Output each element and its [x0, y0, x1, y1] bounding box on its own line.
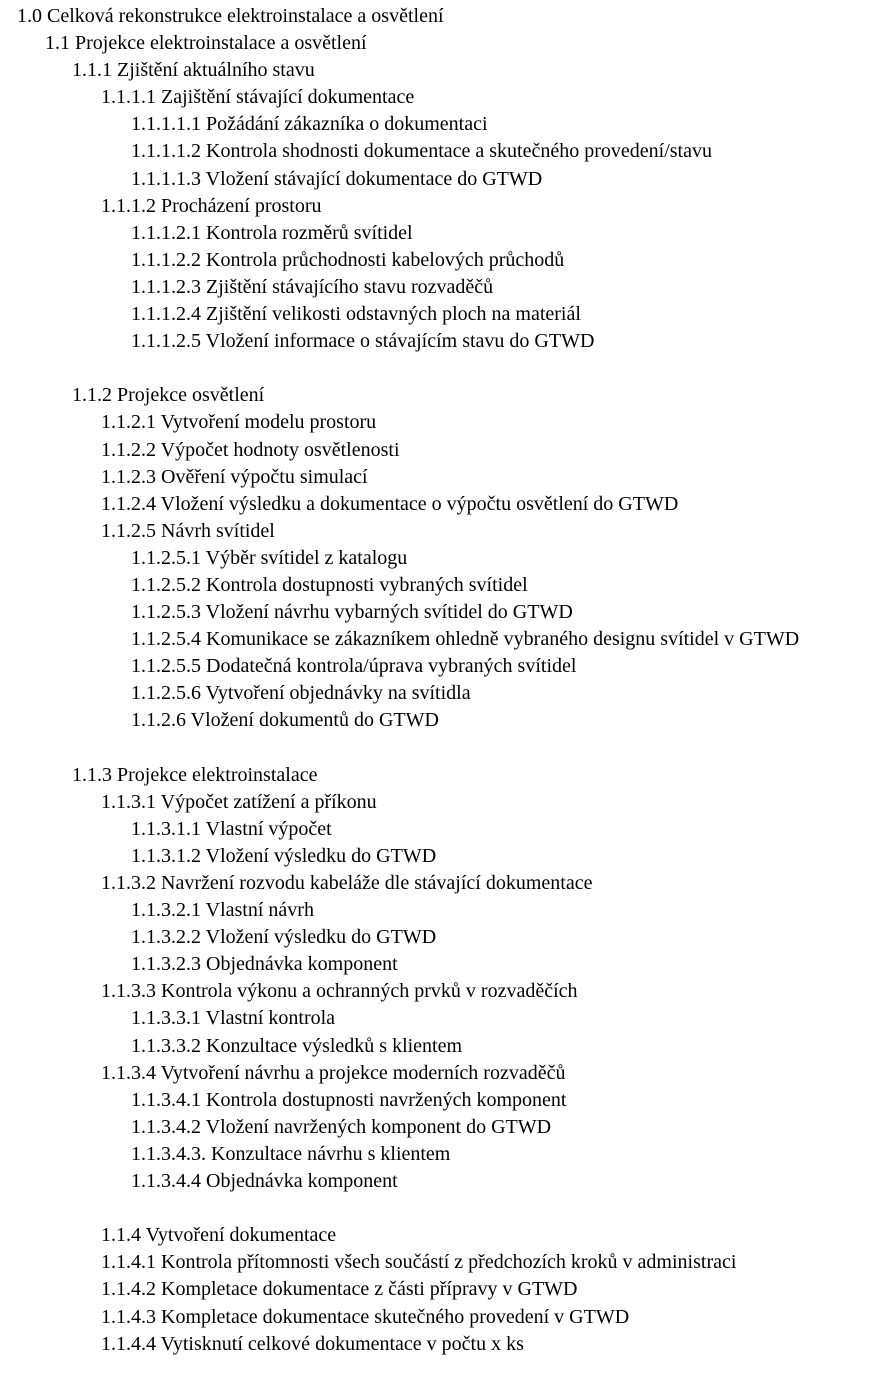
outline-item-level-3: 1.1.4.4 Vytisknutí celkové dokumentace v počtu x ks — [101, 1332, 524, 1355]
outline-item-level-4: 1.1.2.5.5 Dodatečná kontrola/úprava vybraných svítidel — [131, 655, 577, 678]
outline-item-level-4: 1.1.1.1.1 Požádání zákazníka o dokumentaci — [131, 113, 488, 136]
outline-item-level-3: 1.1.1.2 Procházení prostoru — [101, 194, 322, 217]
outline-item-level-3: 1.1.4.3 Kompletace dokumentace skutečného provedení v GTWD — [101, 1305, 630, 1328]
outline-item-level-4: 1.1.1.1.3 Vložení stávající dokumentace do GTWD — [131, 167, 543, 190]
outline-item-level-3: 1.1.1.1 Zajištění stávající dokumentace — [101, 86, 415, 109]
wbs-outline — [0, 3, 869, 1358]
outline-item-level-4: 1.1.3.4.3. Konzultace návrhu s klientem — [131, 1142, 451, 1165]
outline-item-level-3: 1.1.4.2 Kompletace dokumentace z části přípravy v GTWD — [101, 1278, 578, 1301]
outline-item-level-3: 1.1.2.2 Výpočet hodnoty osvětlenosti — [101, 438, 400, 461]
outline-item-level-3: 1.1.2.4 Vložení výsledku a dokumentace o výpočtu osvětlení do GTWD — [101, 492, 679, 515]
section-spacer — [0, 355, 869, 382]
outline-item-level-4: 1.1.1.2.3 Zjištění stávajícího stavu rozvaděčů — [131, 275, 494, 298]
outline-item-level-3: 1.1.4.1 Kontrola přítomnosti všech součástí z předchozích kroků v administraci — [101, 1251, 737, 1274]
outline-item-level-3: 1.1.3.2 Navržení rozvodu kabeláže dle stávající dokumentace — [101, 872, 593, 894]
outline-item-level-4: 1.1.2.5.2 Kontrola dostupnosti vybraných svítidel — [131, 573, 528, 596]
outline-item-level-4: 1.1.3.2.1 Vlastní návrh — [131, 899, 314, 922]
outline-item-level-4: 1.1.1.2.2 Kontrola průchodnosti kabelových průchodů — [131, 248, 565, 271]
outline-item-level-1: 1.1 Projekce elektroinstalace a osvětlení — [45, 32, 367, 55]
outline-item-level-4: 1.1.3.3.1 Vlastní kontrola — [131, 1007, 336, 1030]
outline-item-level-4: 1.1.1.2.1 Kontrola rozměrů svítidel — [131, 221, 413, 244]
outline-item-level-3: 1.1.3.4 Vytvoření návrhu a projekce moderních rozvaděčů — [101, 1061, 566, 1084]
outline-item-level-4: 1.1.1.1.2 Kontrola shodnosti dokumentace a skutečného provedení/stavu — [131, 140, 712, 163]
outline-item-level-4: 1.1.1.2.4 Zjištění velikosti odstavných ploch na materiál — [131, 303, 581, 326]
outline-item-level-3: 1.1.3.3 Kontrola výkonu a ochranných prvků v rozvaděčích — [101, 980, 578, 1003]
outline-item-level-4: 1.1.3.4.4 Objednávka komponent — [131, 1170, 398, 1193]
outline-item-level-2: 1.1.2 Projekce osvětlení — [72, 384, 265, 407]
section-spacer — [0, 735, 869, 762]
outline-item-level-4: 1.1.3.2.3 Objednávka komponent — [131, 953, 398, 976]
outline-item-level-2: 1.1.1 Zjištění aktuálního stavu — [72, 59, 315, 82]
outline-item-level-4: 1.1.3.1.2 Vložení výsledku do GTWD — [131, 844, 437, 867]
outline-item-level-3: 1.1.4 Vytvoření dokumentace — [101, 1224, 337, 1247]
outline-item-level-4: 1.1.3.1.1 Vlastní výpočet — [131, 817, 332, 840]
outline-item-level-3: 1.1.2.3 Ověření výpočtu simulací — [101, 465, 368, 488]
outline-item-level-3: 1.1.3.1 Výpočet zatížení a příkonu — [101, 790, 377, 813]
outline-item-level-4: 1.1.1.2.5 Vložení informace o stávajícím stavu do GTWD — [131, 330, 595, 353]
outline-item-level-4: 1.1.2.6 Vložení dokumentů do GTWD — [131, 709, 439, 732]
outline-item-level-4: 1.1.2.5.4 Komunikace se zákazníkem ohledně vybraného designu svítidel v GTWD — [131, 628, 800, 651]
outline-item-level-4: 1.1.3.3.2 Konzultace výsledků s klientem — [131, 1034, 463, 1057]
outline-item-level-4: 1.1.3.4.1 Kontrola dostupnosti navržených komponent — [131, 1088, 567, 1111]
outline-item-level-4: 1.1.2.5.6 Vytvoření objednávky na svítidla — [131, 682, 471, 705]
outline-item-level-3: 1.1.2.5 Návrh svítidel — [101, 519, 275, 542]
outline-item-level-4: 1.1.2.5.3 Vložení návrhu vybarných svítidel do GTWD — [131, 601, 573, 624]
outline-item-level-4: 1.1.2.5.1 Výběr svítidel z katalogu — [131, 546, 408, 569]
outline-item-level-4: 1.1.3.4.2 Vložení navržených komponent do GTWD — [131, 1115, 552, 1138]
outline-item-level-4: 1.1.3.2.2 Vložení výsledku do GTWD — [131, 926, 437, 949]
section-spacer — [0, 1195, 869, 1222]
outline-item-level-3: 1.1.2.1 Vytvoření modelu prostoru — [101, 411, 377, 434]
outline-item-level-2: 1.1.3 Projekce elektroinstalace — [72, 763, 318, 786]
outline-item-level-0: 1.0 Celková rekonstrukce elektroinstalace a osvětlení — [17, 5, 444, 27]
